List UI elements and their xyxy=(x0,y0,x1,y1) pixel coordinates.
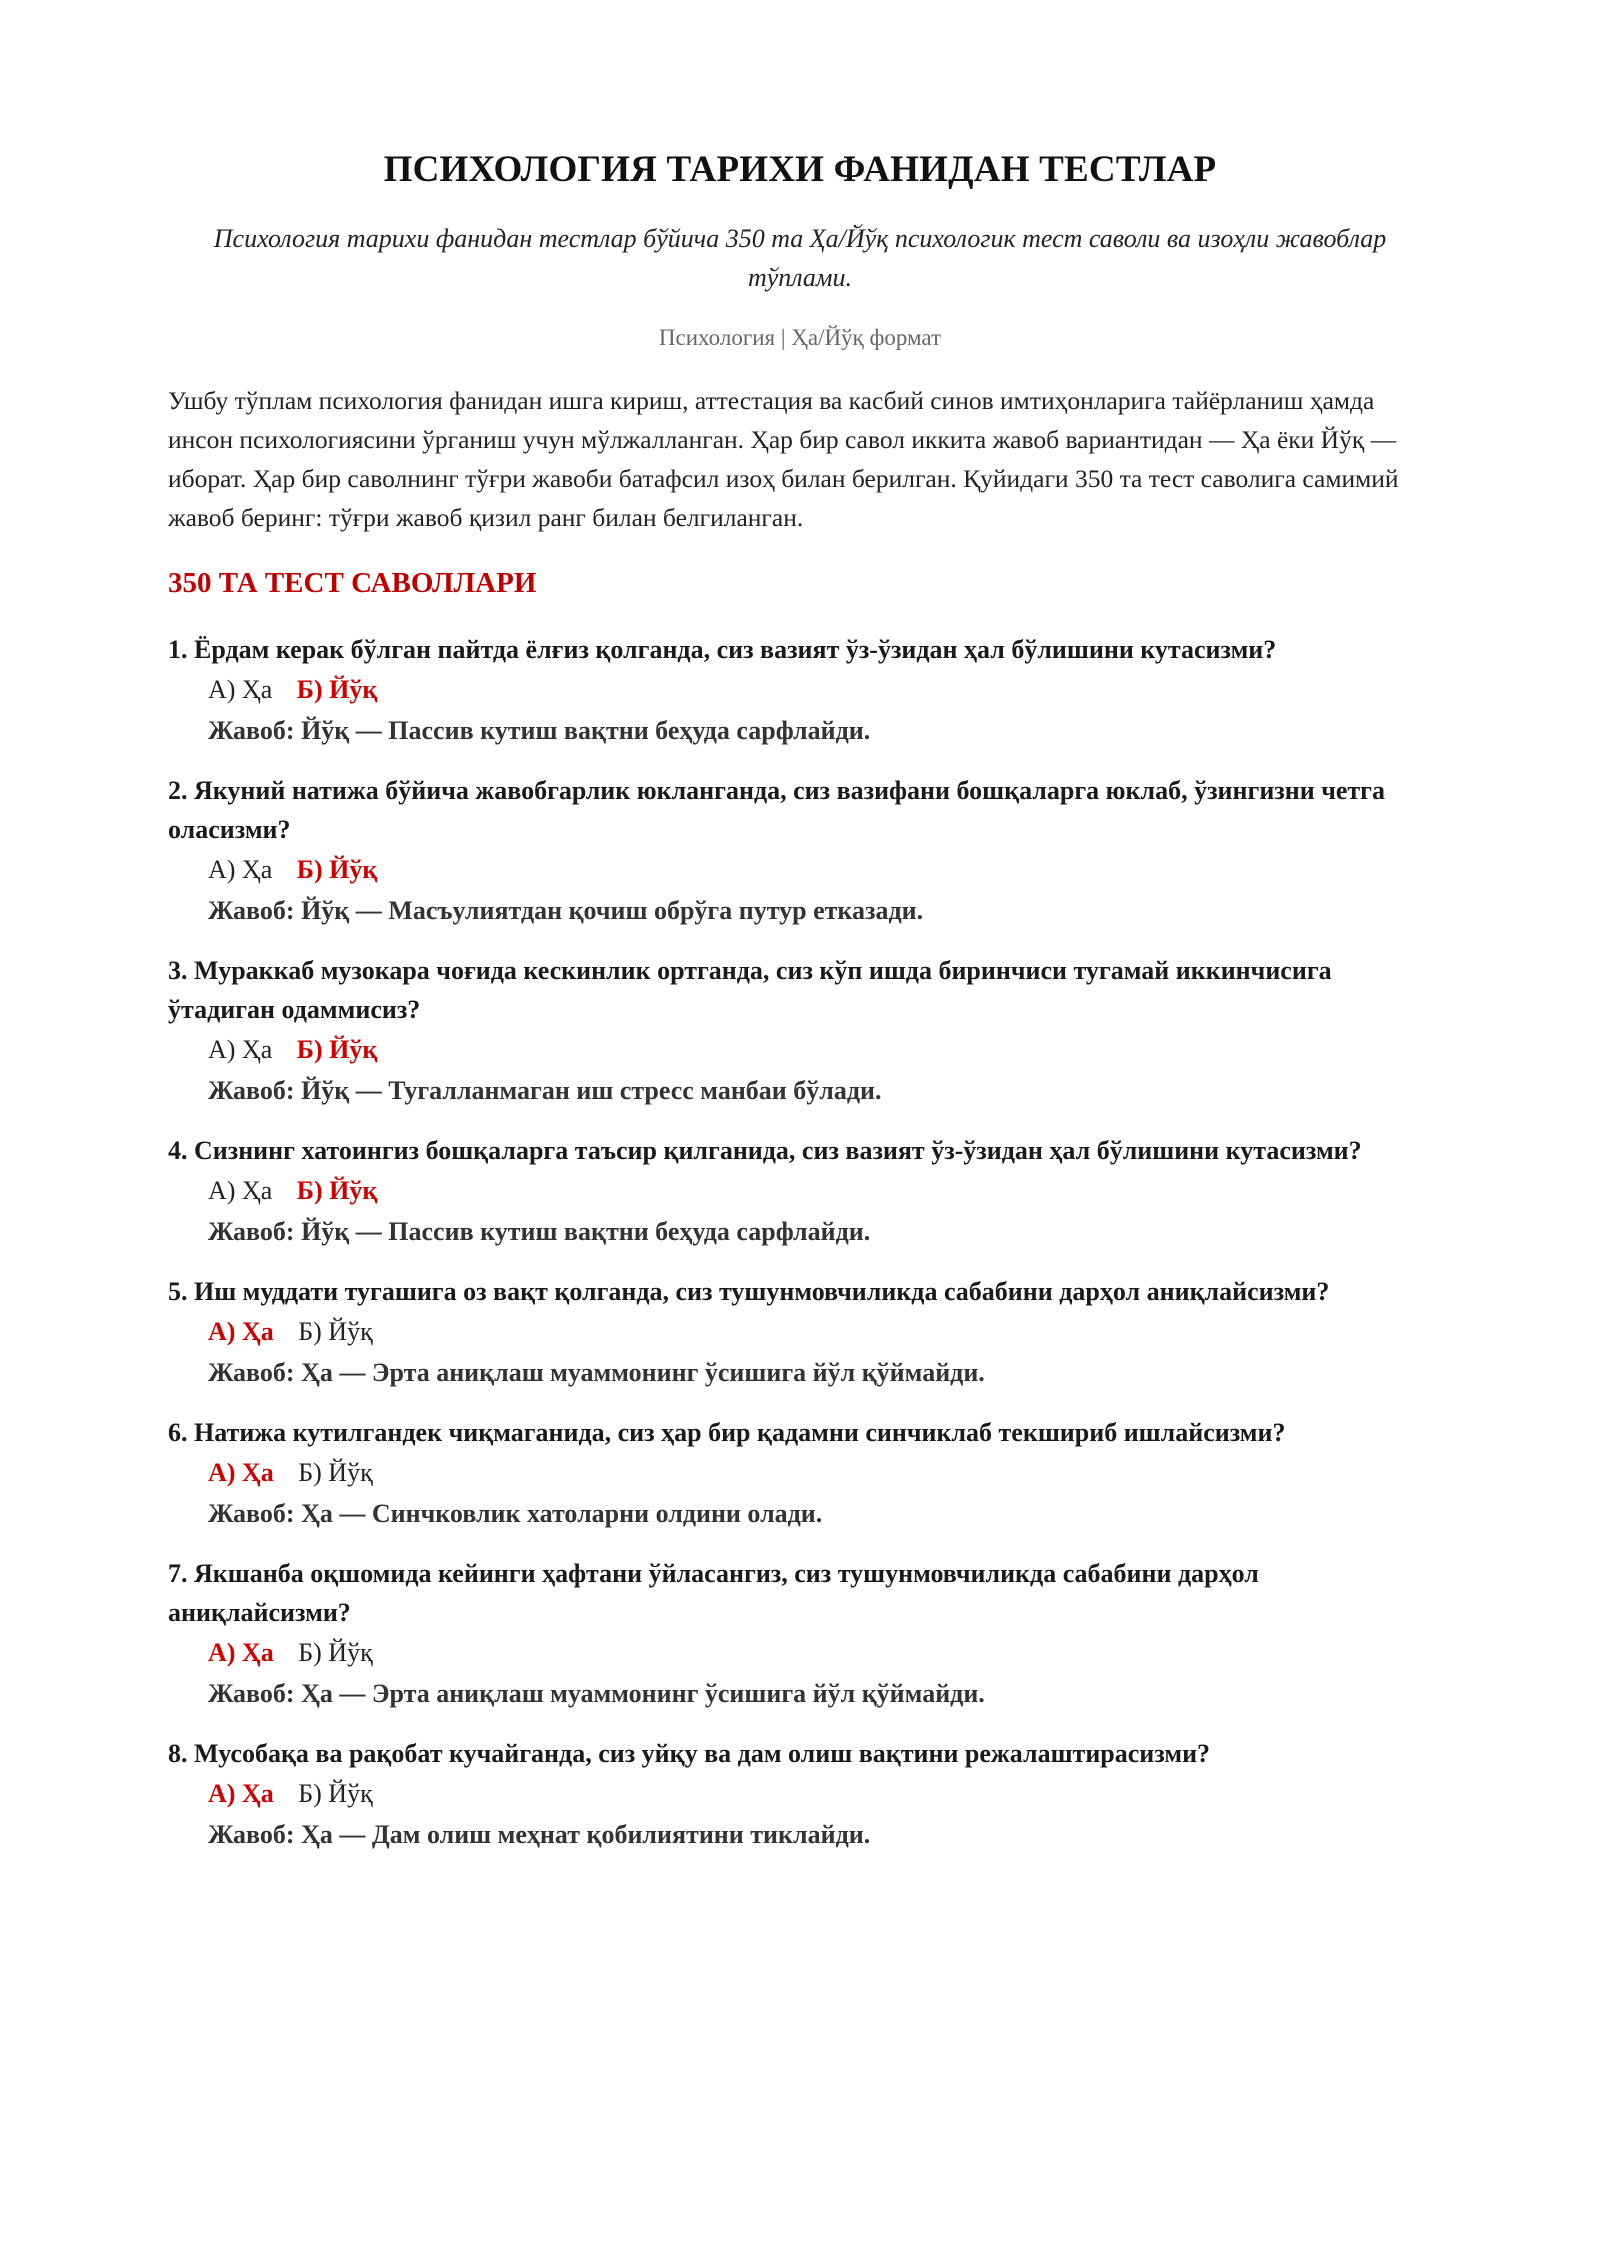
question-item xyxy=(168,1413,1432,1534)
question-item xyxy=(168,1734,1432,1855)
question-text: 3. Мураккаб музокара чоғида кескинлик ортганда, сиз кўп ишда биринчиси тугамай иккинчисига ўтадиган одаммисиз? xyxy=(168,956,1332,1024)
answer-explanation: Жавоб: Йўқ — Тугалланмаган иш стресс манбаи бўлади. xyxy=(208,1076,882,1105)
answer-options xyxy=(168,849,1432,890)
option-a: А) Ҳа xyxy=(208,1638,274,1667)
answer-options xyxy=(168,1311,1432,1352)
option-a: А) Ҳа xyxy=(208,1779,274,1808)
answer-explanation: Жавоб: Йўқ — Масъулиятдан қочиш обрўга путур етказади. xyxy=(208,896,924,925)
option-a: А) Ҳа xyxy=(208,1035,273,1064)
option-b: Б) Йўқ xyxy=(296,675,378,704)
question-text: 4. Сизнинг хатоингиз бошқаларга таъсир қилганида, сиз вазият ўз-ўзидан ҳал бўлишини кутасизми? xyxy=(168,1136,1362,1165)
question-item xyxy=(168,630,1432,751)
question-item xyxy=(168,1272,1432,1393)
question-list xyxy=(168,630,1432,1855)
answer-explanation: Жавоб: Йўқ — Пассив кутиш вақтни беҳуда сарфлайди. xyxy=(208,1217,871,1246)
page-subtitle: Психология тарихи фанидан тестлар бўйича 350 та Ҳа/Йўқ психологик тест саволи ва изоҳли жавоблар тўплами. xyxy=(213,224,1387,292)
answer-options xyxy=(168,1773,1432,1814)
option-a: А) Ҳа xyxy=(208,1317,274,1346)
answer-explanation: Жавоб: Ҳа — Дам олиш меҳнат қобилиятини тиклайди. xyxy=(208,1820,871,1849)
option-b: Б) Йўқ xyxy=(298,1638,373,1667)
answer-options xyxy=(168,1632,1432,1673)
page-meta: Психология | Ҳа/Йўқ формат xyxy=(658,325,942,350)
answer-explanation: Жавоб: Ҳа — Синчковлик хатоларни олдини олади. xyxy=(208,1499,823,1528)
page-title: ПСИХОЛОГИЯ ТАРИХИ ФАНИДАН ТЕСТЛАР xyxy=(383,149,1217,190)
section-heading: 350 ТА ТЕСТ САВОЛЛАРИ xyxy=(168,567,537,599)
option-b: Б) Йўқ xyxy=(298,1458,373,1487)
option-b: Б) Йўқ xyxy=(298,1317,373,1346)
answer-options xyxy=(168,669,1432,710)
option-b: Б) Йўқ xyxy=(296,1035,378,1064)
answer-options xyxy=(168,1170,1432,1211)
answer-explanation: Жавоб: Йўқ — Пассив кутиш вақтни беҳуда сарфлайди. xyxy=(208,716,871,745)
question-text: 8. Мусобақа ва рақобат кучайганда, сиз уйқу ва дам олиш вақтини режалаштирасизми? xyxy=(168,1739,1211,1768)
option-b: Б) Йўқ xyxy=(296,1176,378,1205)
question-text: 5. Иш муддати тугашига оз вақт қолганда, сиз тушунмовчиликда сабабини дарҳол аниқлайсизми? xyxy=(168,1277,1330,1306)
question-text: 6. Натижа кутилгандек чиқмаганида, сиз ҳар бир қадамни синчиклаб текшириб ишлайсизми? xyxy=(168,1418,1286,1447)
answer-explanation: Жавоб: Ҳа — Эрта аниқлаш муаммонинг ўсишига йўл қўймайди. xyxy=(208,1358,985,1387)
option-a: А) Ҳа xyxy=(208,855,273,884)
question-text: 1. Ёрдам керак бўлган пайтда ёлғиз қолганда, сиз вазият ўз-ўзидан ҳал бўлишини кутасизми? xyxy=(168,635,1277,664)
question-item xyxy=(168,1131,1432,1252)
question-item xyxy=(168,1554,1432,1714)
question-item xyxy=(168,951,1432,1111)
option-a: А) Ҳа xyxy=(208,1458,274,1487)
option-a: А) Ҳа xyxy=(208,675,273,704)
question-item xyxy=(168,771,1432,931)
answer-explanation: Жавоб: Ҳа — Эрта аниқлаш муаммонинг ўсишига йўл қўймайди. xyxy=(208,1679,985,1708)
answer-options xyxy=(168,1029,1432,1070)
question-text: 7. Якшанба оқшомида кейинги ҳафтани ўйласангиз, сиз тушунмовчиликда сабабини дарҳол аниқлайсизми? xyxy=(168,1559,1259,1627)
option-b: Б) Йўқ xyxy=(296,855,378,884)
intro-paragraph: Ушбу тўплам психология фанидан ишга кириш, аттестация ва касбий синов имтиҳонларига тайёрланиш ҳамда инсон психологиясини ўрганиш учун мўлжалланган. Ҳар бир савол иккита жавоб вариантидан — Ҳа ёки Йўқ — иборат. Ҳар бир саволнинг тўғри жавоби батафсил изоҳ билан берилган. Қуйидаги 350 та тест саволига самимий жавоб беринг: тўғри жавоб қизил ранг билан белгиланган. xyxy=(168,386,1399,532)
option-b: Б) Йўқ xyxy=(298,1779,373,1808)
answer-options xyxy=(168,1452,1432,1493)
question-text: 2. Якуний натижа бўйича жавобгарлик юклангандa, сиз вазифани бошқаларга юклаб, ўзингизни четга оласизми? xyxy=(168,776,1385,844)
option-a: А) Ҳа xyxy=(208,1176,273,1205)
